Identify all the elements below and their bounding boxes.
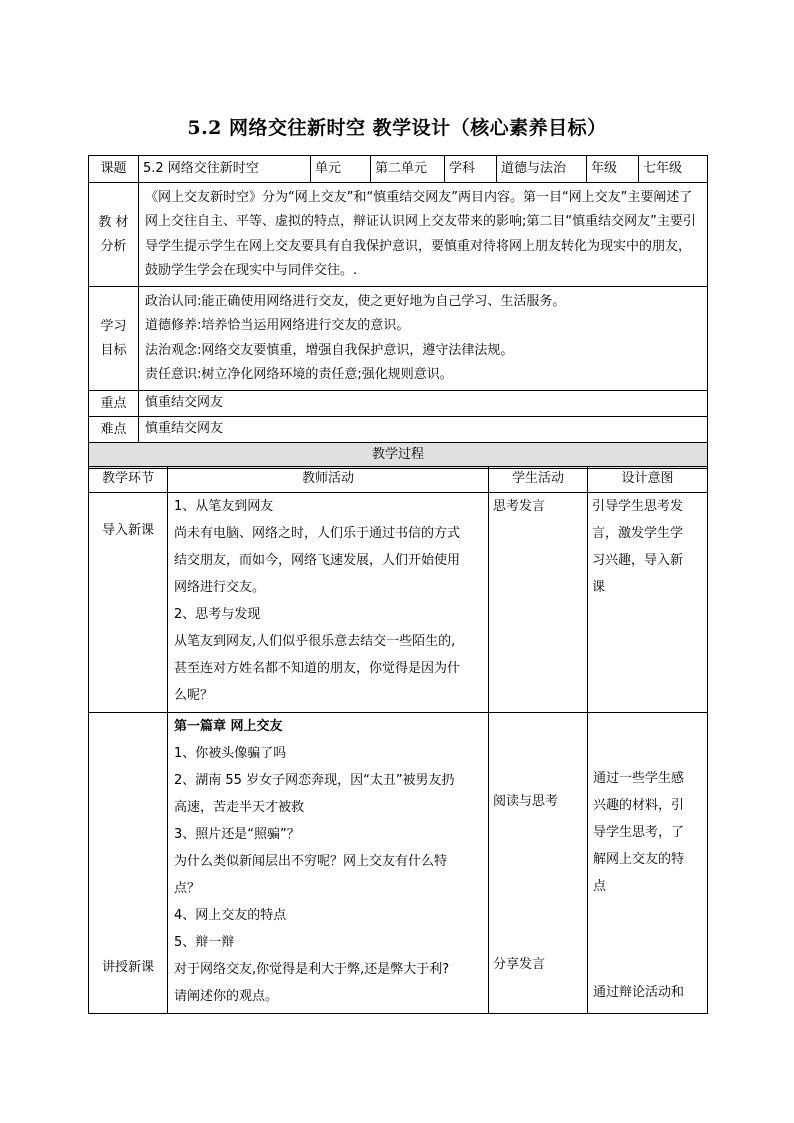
intent-line: 言，激发学生学 <box>592 526 684 541</box>
subject-value: 道德与法治 <box>497 156 587 183</box>
objectives-list <box>139 287 708 391</box>
teacher-line: 5、辩一辩 <box>174 935 235 950</box>
unit-value: 第二单元 <box>371 156 445 183</box>
teacher-activity-intro <box>168 493 489 713</box>
teacher-line: 1、从笔友到网友 <box>174 499 274 514</box>
teacher-activity-new-lesson <box>168 713 489 1014</box>
teacher-line: 结交朋友，而如今，网络飞速发展，人们开始使用 <box>174 553 461 568</box>
intent-line: 点 <box>593 879 607 894</box>
topic-label: 课题 <box>89 156 139 183</box>
teacher-line: 么呢？ <box>174 688 214 703</box>
column-student: 学生活动 <box>489 467 588 493</box>
intent-line: 导学生思考，了 <box>593 825 685 840</box>
key-point-row <box>89 391 708 417</box>
teacher-line: 4、网上交友的特点 <box>174 908 287 923</box>
objectives-row <box>89 287 708 391</box>
difficulty-label: 难点 <box>89 417 139 443</box>
column-stage: 教学环节 <box>89 467 168 493</box>
analysis-row <box>89 183 708 287</box>
teacher-line: 尚未有电脑、网络之时，人们乐于通过书信的方式 <box>174 526 461 541</box>
process-heading: 教学过程 <box>89 443 708 469</box>
intent-line: 通过辩论活动和 <box>593 985 685 1000</box>
intent-line: 习兴趣，导入新 <box>592 553 684 568</box>
teacher-line: 对于网络交友,你觉得是利大于弊,还是弊大于利? <box>174 962 450 977</box>
teacher-line: 2、湖南 55 岁女子网恋奔现，因“太丑”被男友扔 <box>174 773 455 788</box>
stage-intro: 导入新课 <box>89 493 168 713</box>
intent-line: 解网上交友的特 <box>593 852 685 867</box>
student-activity-read: 阅读与思考 <box>493 794 559 809</box>
design-intent-intro <box>588 493 708 713</box>
teacher-line: 1、你被头像骗了吗 <box>174 746 287 761</box>
objective-item: 法治观念:网络交友要慎重，增强自我保护意识，遵守法律法规。 <box>145 342 514 358</box>
intent-block <box>593 765 684 900</box>
topic-value: 5.2 网络交往新时空 <box>139 156 311 183</box>
teaching-process-table <box>88 466 708 1014</box>
intent-line: 兴趣的材料，引 <box>593 798 685 813</box>
lesson-info-table <box>88 155 708 469</box>
teacher-line: 2、思考与发现 <box>174 607 261 622</box>
intent-line: 通过一些学生感 <box>593 771 685 786</box>
difficulty-value: 慎重结交网友 <box>139 417 708 443</box>
analysis-label: 教 材 分析 <box>89 183 139 287</box>
teacher-line: 请阐述你的观点。 <box>174 989 279 1004</box>
teacher-line: 网络进行交友。 <box>174 580 266 595</box>
process-row-intro <box>89 493 708 713</box>
header-row <box>89 156 708 183</box>
key-point-label: 重点 <box>89 391 139 417</box>
process-heading-row <box>89 443 708 469</box>
difficulty-row <box>89 417 708 443</box>
student-activity-new-lesson <box>489 713 588 1014</box>
grade-value: 七年级 <box>639 156 708 183</box>
objective-item: 道德修养:培养恰当运用网络进行交友的意识。 <box>145 318 410 333</box>
process-row-new-lesson <box>89 713 708 1014</box>
column-intent: 设计意图 <box>588 467 708 493</box>
teacher-line: 从笔友到网友,人们似乎很乐意去结交一些陌生的, <box>174 634 456 649</box>
process-column-header <box>89 467 708 493</box>
student-activity-intro: 思考发言 <box>489 493 588 713</box>
teacher-line: 高速，苦走半天才被救 <box>174 800 305 815</box>
teacher-line: 甚至连对方姓名都不知道的朋友，你觉得是因为什 <box>174 661 461 676</box>
objectives-label: 学习 目标 <box>89 287 139 391</box>
intent-line: 引导学生思考发 <box>592 499 684 514</box>
objective-item: 责任意识:树立净化网络环境的责任意;强化规则意识。 <box>145 367 453 382</box>
student-activity-share: 分享发言 <box>493 957 546 972</box>
unit-label: 单元 <box>311 156 371 183</box>
grade-label: 年级 <box>587 156 639 183</box>
objective-item: 政治认同:能正确使用网络进行交友，使之更好地为自己学习、生活服务。 <box>145 293 566 309</box>
teacher-line: 为什么类似新闻层出不穷呢？网上交友有什么特 <box>174 854 448 869</box>
analysis-text: 《网上交友新时空》分为“网上交友”和“慎重结交网友”两目内容。第一目“网上交友”主要阐述了网上交往自主、平等、虚拟的特点，辩证认识网上交友带来的影响;第二目“慎重结交网友”主要引导学生提示学生在网上交友要具有自我保护意识，要慎重对待将网上朋友转化为现实中的朋友，鼓励学生学会在现实中与同伴交往。. <box>139 183 708 287</box>
intent-line: 课 <box>592 580 606 595</box>
key-point-value: 慎重结交网友 <box>139 391 708 417</box>
document-title: 5.2 网络交往新时空 教学设计（核心素养目标） <box>187 117 607 139</box>
teacher-line: 3、照片还是“照骗”？ <box>174 827 300 842</box>
teacher-section-heading: 第一篇章 网上交友 <box>174 719 283 734</box>
design-intent-new-lesson <box>588 713 708 1014</box>
teacher-line: 点？ <box>174 881 201 896</box>
stage-new-lesson: 讲授新课 <box>101 960 154 975</box>
column-teacher: 教师活动 <box>168 467 489 493</box>
subject-label: 学科 <box>445 156 497 183</box>
stage-new-lesson-cell <box>89 713 168 1014</box>
